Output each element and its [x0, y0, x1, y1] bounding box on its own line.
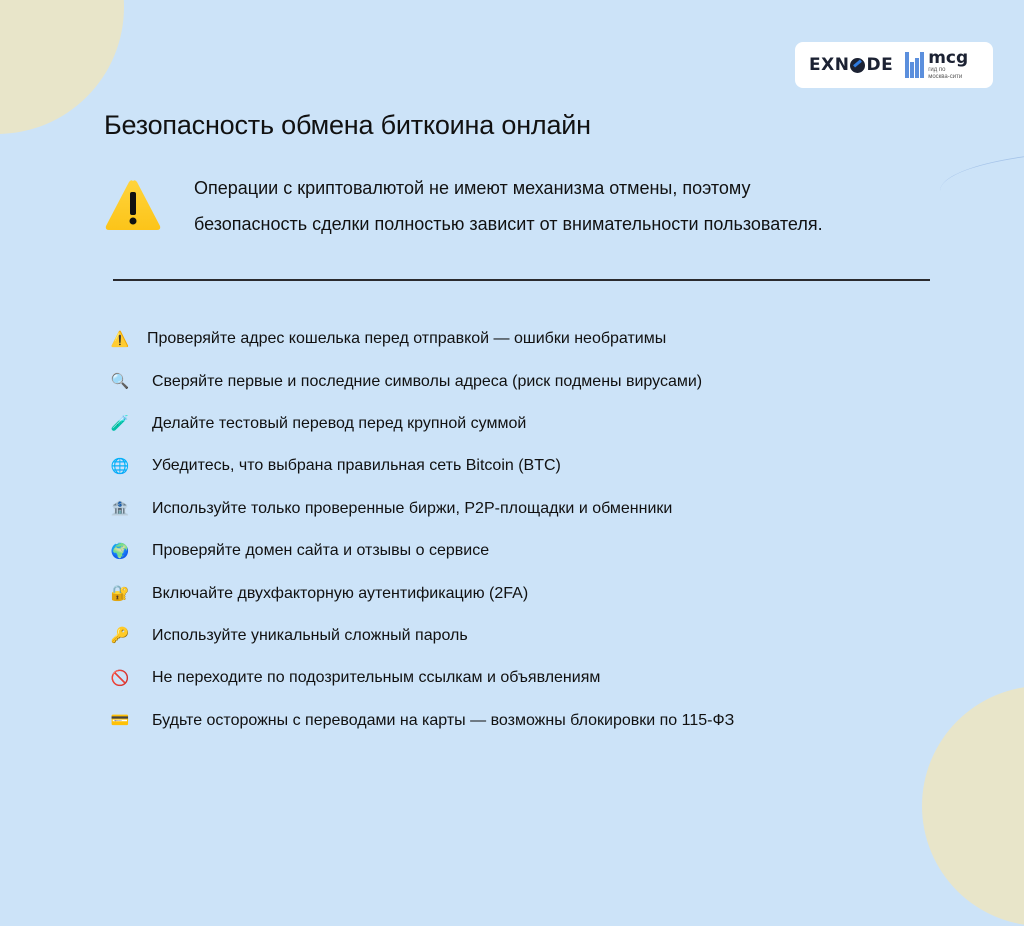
tip-text: Сверяйте первые и последние символы адреса (риск подмены вирусами) — [152, 372, 703, 390]
list-item — [110, 488, 734, 530]
tip-text: Не переходите по подозрительным ссылкам и объявлениям — [152, 669, 601, 687]
list-item — [110, 318, 734, 360]
safety-tips-list — [110, 318, 734, 742]
exnode-logo-text-end: DE — [866, 55, 894, 75]
mcg-tagline-2: москва-сити — [928, 73, 963, 80]
list-item — [110, 445, 734, 487]
tip-text: Проверяйте домен сайта и отзывы о сервисе — [152, 542, 490, 560]
key-icon: 🔑 — [110, 627, 130, 645]
divider — [113, 279, 930, 281]
decorative-circle-bottom-right — [922, 686, 1024, 926]
tip-text: Используйте уникальный сложный пароль — [152, 626, 468, 644]
mcg-bars-icon — [905, 52, 924, 78]
lock-key-icon: 🔐 — [110, 585, 130, 603]
lead-line-2: безопасность сделки полностью зависит от внимательности пользователя. — [194, 214, 823, 234]
test-tube-icon: 🧪 — [110, 415, 130, 433]
earth-globe-icon: 🌍 — [110, 542, 130, 560]
list-item — [110, 700, 734, 742]
list-item — [110, 360, 734, 402]
tip-text: Делайте тестовый перевод перед крупной суммой — [152, 414, 527, 432]
list-item — [110, 403, 734, 445]
exnode-logo-text-start: EXN — [809, 55, 850, 75]
lead-paragraph — [194, 170, 954, 242]
exnode-o-arrow-icon — [850, 58, 865, 73]
bank-icon: 🏦 — [110, 500, 130, 518]
list-item — [110, 615, 734, 657]
exnode-logo — [809, 55, 893, 75]
page-title: Безопасность обмена биткоина онлайн — [104, 110, 591, 140]
tip-text: Убедитесь, что выбрана правильная сеть Bitcoin (BTC) — [152, 457, 561, 475]
magnifier-icon: 🔍 — [110, 373, 130, 391]
tip-text: Включайте двухфакторную аутентификацию (2FA) — [152, 584, 529, 602]
mcg-logo — [905, 47, 969, 81]
prohibited-icon: 🚫 — [110, 669, 130, 687]
list-item — [110, 530, 734, 572]
credit-card-icon: 💳 — [110, 712, 130, 730]
partner-logos — [795, 42, 993, 88]
warning-icon: ⚠️ — [110, 330, 130, 348]
list-item — [110, 572, 734, 614]
globe-grid-icon: 🌐 — [110, 457, 130, 475]
mcg-tagline-1: гид по — [928, 66, 946, 73]
mcg-wordmark: mcg — [928, 47, 969, 68]
lead-line-1: Операции с криптовалютой не имеют механизма отмены, поэтому — [194, 178, 751, 198]
tip-text: Используйте только проверенные биржи, P2P-площадки и обменники — [152, 499, 673, 517]
tip-text: Будьте осторожны с переводами на карты — возможны блокировки по 115-ФЗ — [152, 711, 735, 729]
warning-icon — [104, 178, 162, 232]
tip-text: Проверяйте адрес кошелька перед отправкой — ошибки необратимы — [147, 330, 667, 348]
list-item — [110, 657, 734, 699]
